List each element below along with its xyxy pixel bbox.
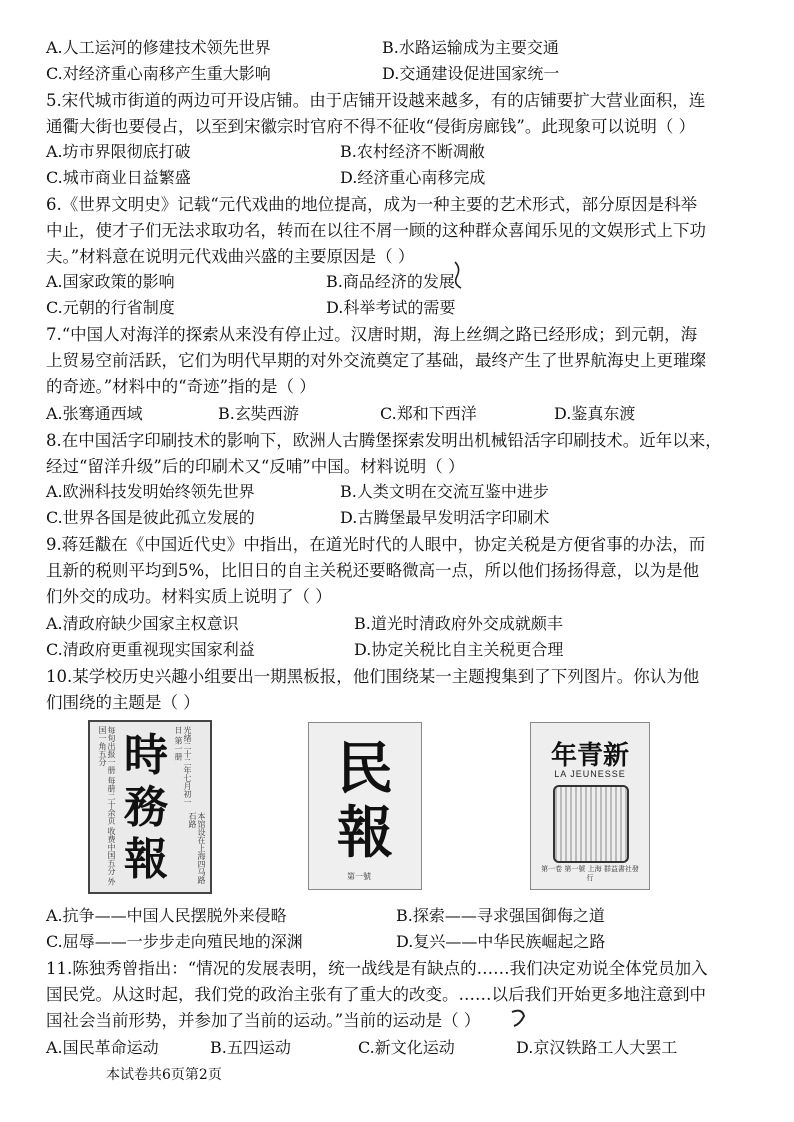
q6-option-c: C.元朝的行省制度 <box>46 298 175 317</box>
q5-option-b: B.农村经济不断凋敝 <box>340 142 485 161</box>
q4-option-d: D.交通建设促进国家统一 <box>382 64 560 83</box>
q8-stem-line-2: 经过“留洋升级”后的印刷术又“反哺”中国。材料说明（ ） <box>46 457 465 476</box>
q7-option-c: C.郑和下西洋 <box>380 404 477 423</box>
shiwubao-side-text-right: 光绪二十二年七月初一日 第一册 <box>174 726 192 806</box>
q6-stem-line-1: 6.《世界文明史》记载“元代戏曲的地位提高，成为一种主要的艺术形式，部分原因是科举 <box>46 195 698 214</box>
q5-option-d: D.经济重心南移完成 <box>340 168 486 187</box>
q10-option-c: C.屈辱——一步步走向殖民地的深渊 <box>46 932 303 951</box>
page-footer: 本试卷共6页第2页 <box>106 1067 222 1083</box>
q8-option-d: D.古腾堡最早发明活字印刷术 <box>340 508 550 527</box>
q7-option-b: B.玄奘西游 <box>218 404 299 423</box>
q5-option-a: A.坊市界限彻底打破 <box>46 142 191 161</box>
q6-option-d: D.科举考试的需要 <box>326 298 456 317</box>
q5-stem-line-2: 通衢大街也要侵占，以至到宋徽宗时官府不得不征收“侵街房廊钱”。此现象可以说明（ ） <box>46 117 696 136</box>
shiwubao-title-char-3: 報 <box>124 834 168 885</box>
xinqingnian-title: 新青年 <box>550 741 629 771</box>
q6-option-a: A.国家政策的影响 <box>46 272 175 291</box>
q9-stem-line-2: 且新的税则平均到5%，比旧日的自主关税还要略微高一点，所以他们扬扬得意，以为是他 <box>46 561 700 580</box>
pen-mark-q11 <box>512 1011 524 1026</box>
shiwubao-title-char-1: 時 <box>124 730 168 781</box>
q11-stem-line-1: 11.陈独秀曾指出：“情况的发展表明，统一战线是有缺点的……我们决定劝说全体党员加入 <box>46 959 708 978</box>
minbao-issue-label: 第一號 <box>347 872 371 881</box>
q7-stem-line-1: 7.“中国人对海洋的探索从来没有停止过。汉唐时期，海上丝绸之路已经形成；到元朝，海 <box>46 325 698 344</box>
q5-option-c: C.城市商业日益繁盛 <box>46 168 191 187</box>
xinqingnian-bottom-text: 第一卷 第一號 上海 群益書社發行 <box>541 865 639 882</box>
minbao-title-char-1: 民 <box>337 736 393 802</box>
q7-stem-line-3: 的奇迹。”材料中的“奇迹”指的是（ ） <box>46 377 316 396</box>
q11-option-c: C.新文化运动 <box>358 1038 455 1057</box>
q6-stem-line-3: 夫。”材料意在说明元代戏曲兴盛的主要原因是（ ） <box>46 247 415 266</box>
q11-stem-line-2: 国民党。从这时起，我们党的政治主张有了重大的改变。……以后我们开始更多地注意到中 <box>46 985 706 1004</box>
q9-stem-line-1: 9.蒋廷黻在《中国近代史》中指出，在道光时代的人眼中，协定关税是方便省事的办法，而 <box>46 535 706 554</box>
q8-option-a: A.欧洲科技发明始终领先世界 <box>46 482 255 501</box>
shiwubao-side-text-right-2: 本馆设在上海四马路石路 <box>188 812 206 884</box>
q7-stem-line-2: 上贸易空前活跃，它们为明代早期的对外交流奠定了基础，最终产生了世界航海史上更璀璨 <box>46 351 706 370</box>
q10-option-d: D.复兴——中华民族崛起之路 <box>396 932 606 951</box>
q5-stem-line-1: 5.宋代城市街道的两边可开设店铺。由于店铺开设越来越多，有的店铺要扩大营业面积，连 <box>46 91 706 110</box>
minbao-title-char-2: 報 <box>337 800 393 866</box>
q9-option-a: A.清政府缺少国家主权意识 <box>46 614 239 633</box>
q8-option-b: B.人类文明在交流互鉴中进步 <box>340 482 549 501</box>
shiwubao-side-text-left: 每旬出报一册 每册二十余页 收费中国五分 外国一角五分 <box>98 726 116 886</box>
q11-stem-line-3: 国社会当前形势，并参加了当前的运动。”当前的运动是（ ） <box>46 1011 481 1030</box>
q4-option-b: B.水路运输成为主要交通 <box>382 38 559 57</box>
q4-option-c: C.对经济重心南移产生重大影响 <box>46 64 271 83</box>
shiwubao-title-char-2: 務 <box>124 782 168 833</box>
q10-option-b: B.探索——寻求强国御侮之道 <box>396 906 605 925</box>
q11-option-a: A.国民革命运动 <box>46 1038 159 1057</box>
q11-option-d: D.京汉铁路工人大罢工 <box>516 1038 678 1057</box>
q8-stem-line-1: 8.在中国活字印刷技术的影响下，欧洲人古腾堡探索发明出机械铅活字印刷技术。近年以来， <box>46 431 722 450</box>
q10-stem-line-2: 们围绕的主题是（ ） <box>46 693 200 712</box>
q9-option-b: B.道光时清政府外交成就颇丰 <box>354 614 563 633</box>
q10-option-a: A.抗争——中国人民摆脱外来侵略 <box>46 906 287 925</box>
q9-option-d: D.协定关税比自主关税更合理 <box>354 640 564 659</box>
q9-option-c: C.清政府更重视现实国家利益 <box>46 640 255 659</box>
pen-mark-q6 <box>455 262 461 288</box>
q10-stem-line-1: 10.某学校历史兴趣小组要出一期黑板报，他们围绕某一主题搜集到了下列图片。你认为他 <box>46 667 700 686</box>
q6-option-b: B.商品经济的发展 <box>326 272 455 291</box>
q7-option-a: A.张骞通西域 <box>46 404 143 423</box>
q8-option-c: C.世界各国是彼此孤立发展的 <box>46 508 255 527</box>
q7-option-d: D.鉴真东渡 <box>554 404 636 423</box>
xinqingnian-subtitle: LA JEUNESSE <box>554 769 626 779</box>
q6-stem-line-2: 中止，使才子们无法求取功名，转而在以往不屑一顾的这种群众喜闻乐见的文娱形式上下功 <box>46 221 706 240</box>
q4-option-a: A.人工运河的修建技术领先世界 <box>46 38 271 57</box>
q9-stem-line-3: 们外交的成功。材料实质上说明了（ ） <box>46 587 332 606</box>
q11-option-b: B.五四运动 <box>210 1038 291 1057</box>
